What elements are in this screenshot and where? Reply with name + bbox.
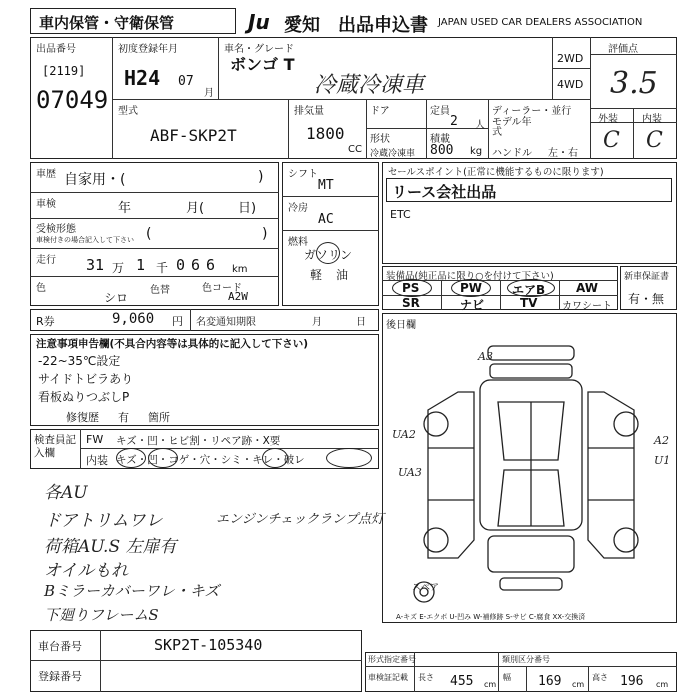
form-title: 出品申込書 xyxy=(338,15,428,36)
selling-point-label: セールスポイント(正常に機能するものに限ります) xyxy=(388,167,604,178)
mileage-label: 走行 xyxy=(36,255,56,266)
mileage-rest: 066 xyxy=(176,256,222,274)
tax-day: 日 xyxy=(356,317,366,328)
tax-label: 名変通知期限 xyxy=(196,317,256,328)
width-unit: cm xyxy=(572,680,585,689)
color-code-label: 色コード xyxy=(202,283,242,294)
interior-circle-4 xyxy=(326,448,372,468)
inspection-year: 年 xyxy=(118,201,132,216)
interior-value: キズ・凹・コゲ・穴・シミ・キレ・破レ xyxy=(116,454,305,466)
notes-line-2: サイドトビラあり xyxy=(38,372,134,386)
remark-3: エンジンチェックランプ点灯 xyxy=(216,512,384,527)
fw-label: FW xyxy=(86,433,104,446)
remark-6: Bミラーカバーワレ・キズ xyxy=(44,582,220,600)
diag-mark-a2: A2 xyxy=(654,434,669,447)
score-ext: C xyxy=(603,128,620,153)
interior-circle-1 xyxy=(116,448,146,468)
inspection-month: 月( xyxy=(186,201,205,216)
length-unit: cm xyxy=(484,680,497,689)
equip-ps: PS xyxy=(402,281,420,295)
reg-month: 07 xyxy=(178,74,194,89)
color-label: 色 xyxy=(36,283,46,294)
displacement-unit: CC xyxy=(348,144,362,155)
storage-badge xyxy=(30,8,236,34)
diag-mark-u1: U1 xyxy=(654,454,671,467)
equip-pw: PW xyxy=(460,281,483,295)
notes-line-3: 看板ぬりつぶしP xyxy=(38,390,130,404)
dealer-label: ディーラー・並行 xyxy=(492,106,572,117)
mileage-unit: km xyxy=(232,264,248,275)
warranty-value: 有・無 xyxy=(628,292,665,306)
receive-open: ( xyxy=(146,226,152,242)
ju-logo xyxy=(248,10,270,34)
drive-4wd: 4WD xyxy=(557,78,584,91)
fuel-label: 燃料 xyxy=(288,237,308,248)
rear-label: 後日欄 xyxy=(386,320,416,331)
interior-circle-2 xyxy=(148,448,178,468)
fw-value: キズ・凹・ヒビ割・リペア跡・X要 xyxy=(116,435,281,447)
mileage-sen-unit: 千 xyxy=(156,261,169,275)
score-ext-label: 外装 xyxy=(598,114,618,125)
recycle-label: R券 xyxy=(36,315,55,328)
door-label: ドア xyxy=(370,106,390,117)
history-value: 自家用・( xyxy=(64,172,126,188)
capacity-value: 2 xyxy=(450,114,458,129)
interior-circle-3 xyxy=(262,448,288,468)
repair-label: 修復歴 xyxy=(66,411,99,424)
recycle-unit: 円 xyxy=(172,315,183,328)
type-label: 形式指定番号 xyxy=(368,655,416,664)
history-close: ) xyxy=(258,169,264,185)
reg-year: H24 xyxy=(124,66,161,90)
chassis-label: 車台番号 xyxy=(38,640,82,653)
diag-mark-ua2: UA2 xyxy=(392,428,416,441)
color-code: A2W xyxy=(228,290,248,303)
fuel-oil: 油 xyxy=(336,268,349,282)
fuel-kei: 軽 xyxy=(310,268,323,282)
load-value: 800 xyxy=(430,143,454,158)
equip-pw-circle xyxy=(451,279,491,297)
equip-aw: AW xyxy=(576,281,598,295)
notes-label: 注意事項申告欄(不具合内容等は具体的に記入して下さい) xyxy=(36,338,309,350)
repair-place: 箇所 xyxy=(148,411,170,424)
recycle-amount: 9,060 xyxy=(112,311,155,327)
selling-point-etc: ETC xyxy=(390,208,411,221)
drive-2wd: 2WD xyxy=(557,52,584,65)
logo-mark: Ju xyxy=(248,10,270,34)
chassis-value: SKP2T-105340 xyxy=(154,636,263,654)
capacity-unit: 人 xyxy=(475,120,485,131)
height-value: 196 xyxy=(620,674,644,689)
receive-note: 車検付きの場合記入して下さい xyxy=(36,236,134,244)
lot-sub: [2119] xyxy=(42,64,86,78)
height-label: 高さ xyxy=(592,673,608,682)
load-label: 積載 xyxy=(430,134,450,145)
history-label: 車歴 xyxy=(36,169,56,180)
lot-number: 07049 xyxy=(36,86,109,114)
width-label: 幅 xyxy=(503,673,511,682)
mileage-man-unit: 万 xyxy=(112,261,125,275)
score-int-label: 内装 xyxy=(642,114,662,125)
reg-label: 初度登録年月 xyxy=(118,44,178,55)
car-name: ボンゴ T xyxy=(230,55,295,74)
displacement-label: 排気量 xyxy=(294,106,324,117)
storage-badge-text: 車内保管・守衛保管 xyxy=(39,14,175,32)
car-diagram xyxy=(388,340,674,610)
remark-1: 各AU xyxy=(44,483,88,503)
remark-2: ドアトリムワレ xyxy=(44,511,163,531)
receive-close: ) xyxy=(262,226,268,242)
diag-mark-a3: A3 xyxy=(478,350,493,363)
equipment-label: 装備品(純正品に限り○を付けて下さい) xyxy=(386,271,554,282)
receive-label: 受検形態 xyxy=(36,224,76,235)
score-label: 評価点 xyxy=(608,44,638,55)
length-value: 455 xyxy=(450,674,474,689)
equip-tv: TV xyxy=(520,296,538,310)
ac-label: 冷房 xyxy=(288,203,308,214)
remark-7: 下廻りフレームS xyxy=(44,606,159,624)
load-unit: kg xyxy=(470,146,483,157)
inspection-day: 日) xyxy=(238,201,257,216)
shape-value: 冷蔵冷凍車 xyxy=(370,149,416,159)
equip-airbag-circle xyxy=(507,279,555,297)
equip-ps-circle xyxy=(392,279,432,297)
notes-line-1: -22~35℃設定 xyxy=(38,354,121,368)
reg-month-unit: 月 xyxy=(204,88,214,99)
class-label: 類別区分番号 xyxy=(502,655,550,664)
remark-5: オイルもれ xyxy=(44,561,129,581)
equip-sr: SR xyxy=(402,296,420,310)
inspection-label: 車検 xyxy=(36,199,56,210)
score-int: C xyxy=(646,128,663,153)
length-label: 長さ xyxy=(418,673,434,682)
diag-mark-ua3: UA3 xyxy=(398,466,422,479)
width-value: 169 xyxy=(538,674,562,689)
reg-cert-label: 車検証記載 xyxy=(368,673,408,682)
spare-label: スペア xyxy=(412,583,440,593)
equip-leather: カワシート xyxy=(562,301,612,312)
score-value: 3.5 xyxy=(610,66,658,101)
capacity-label: 定員 xyxy=(430,106,450,117)
shift-label: シフト xyxy=(288,169,318,180)
shift-value: MT xyxy=(318,178,334,193)
plate-label: 登録番号 xyxy=(38,670,82,683)
model-year-label: モデル年式 xyxy=(492,117,532,138)
inspector-label: 検査員記入欄 xyxy=(34,434,76,459)
repair-value: 有 xyxy=(118,411,129,424)
height-unit: cm xyxy=(656,680,669,689)
tax-month: 月 xyxy=(312,317,322,328)
model-label: 型式 xyxy=(118,106,138,117)
displacement-value: 1800 xyxy=(306,124,345,143)
lot-label: 出品番号 xyxy=(36,44,76,55)
remark-4: 荷箱AU.S 左扉有 xyxy=(44,537,177,557)
handle-options: 左・右 xyxy=(548,148,578,159)
shape-label: 形状 xyxy=(370,134,390,145)
model-value: ABF-SKP2T xyxy=(150,126,237,145)
fuel-gasoline: ガソリン xyxy=(304,248,353,262)
fuel-selected-circle xyxy=(316,242,340,264)
car-grade: 冷蔵冷凍車 xyxy=(314,73,425,98)
interior-label: 内装 xyxy=(86,454,108,467)
handle-label: ハンドル xyxy=(492,148,532,159)
color-value: シロ xyxy=(104,291,129,305)
mileage-sen-pre: 1 xyxy=(136,256,146,274)
damage-legend: A-キズ E-エクボ U-凹み W-補修跡 S-サビ C-腐食 XX-交換済 xyxy=(396,613,586,621)
form-subtitle: JAPAN USED CAR DEALERS ASSOCIATION xyxy=(438,17,643,28)
warranty-label: 新車保証書 xyxy=(624,272,670,282)
ac-value: AC xyxy=(318,212,334,227)
equip-airbag: エアB xyxy=(512,283,546,297)
color-change-label: 色替 xyxy=(150,285,170,296)
car-label: 車名・グレード xyxy=(224,44,294,55)
logo-prefecture: 愛知 xyxy=(284,15,320,36)
selling-point-headline: リース会社出品 xyxy=(392,183,497,201)
equip-navi: ナビ xyxy=(460,298,485,312)
mileage-man: 31 xyxy=(86,256,105,274)
